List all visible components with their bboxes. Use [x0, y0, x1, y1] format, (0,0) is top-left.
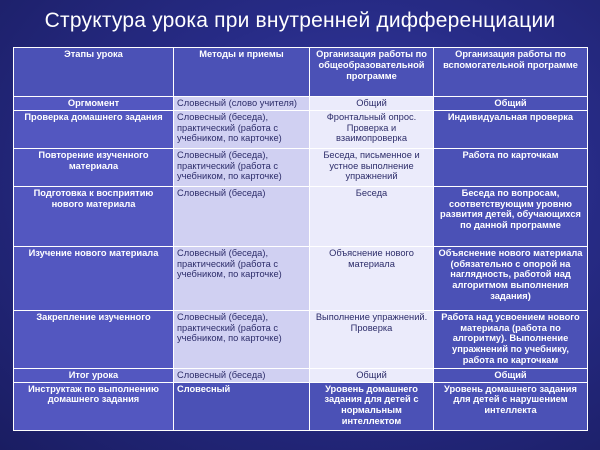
header-methods: Методы и приемы [174, 48, 310, 97]
lesson-structure-table [13, 47, 588, 431]
general-program-cell: Объяснение нового материала [310, 246, 434, 310]
methods-cell: Словесный (беседа), практический (работа с учебником, по карточке) [174, 310, 310, 368]
general-program-cell: Выполнение упражнений. Проверка [310, 310, 434, 368]
table-row [14, 110, 588, 148]
auxiliary-program-cell: Общий [434, 97, 588, 111]
stage-cell: Повторение изученного материала [14, 148, 174, 186]
stage-cell: Закрепление изученного [14, 310, 174, 368]
auxiliary-program-cell: Уровень домашнего задания для детей с нарушением интеллекта [434, 382, 588, 430]
stage-cell: Подготовка к восприятию нового материала [14, 186, 174, 246]
methods-cell: Словесный (беседа), практический (работа с учебником, по карточке) [174, 110, 310, 148]
general-program-cell: Фронтальный опрос. Проверка и взаимопроверка [310, 110, 434, 148]
auxiliary-program-cell: Работа по карточкам [434, 148, 588, 186]
slide-title: Структура урока при внутренней дифференциации [44, 9, 556, 32]
stage-cell: Проверка домашнего задания [14, 110, 174, 148]
auxiliary-program-cell: Работа над усвоением нового материала (работа по алгоритму). Выполнение упражнений по учебнику, работа по карточкам [434, 310, 588, 368]
table-row [14, 368, 588, 382]
methods-cell: Словесный [174, 382, 310, 430]
stage-cell: Инструктаж по выполнению домашнего задания [14, 382, 174, 430]
table-row [14, 148, 588, 186]
general-program-cell: Общий [310, 97, 434, 111]
general-program-cell: Беседа [310, 186, 434, 246]
general-program-cell: Уровень домашнего задания для детей с нормальным интеллектом [310, 382, 434, 430]
header-row [14, 48, 588, 97]
methods-cell: Словесный (слово учителя) [174, 97, 310, 111]
table-row [14, 246, 588, 310]
header-auxiliary-program: Организация работы по вспомогательной программе [434, 48, 588, 97]
auxiliary-program-cell: Объяснение нового материала (обязательно с опорой на наглядность, работой над алгоритмом выполнения задания) [434, 246, 588, 310]
stage-cell: Изучение нового материала [14, 246, 174, 310]
auxiliary-program-cell: Индивидуальная проверка [434, 110, 588, 148]
methods-cell: Словесный (беседа), практический (работа с учебником, по карточке) [174, 246, 310, 310]
table-row [14, 186, 588, 246]
table-row [14, 310, 588, 368]
header-stages: Этапы урока [14, 48, 174, 97]
general-program-cell: Общий [310, 368, 434, 382]
auxiliary-program-cell: Общий [434, 368, 588, 382]
table-row [14, 97, 588, 111]
stage-cell: Оргмомент [14, 97, 174, 111]
auxiliary-program-cell: Беседа по вопросам, соответствующим уровню развития детей, обучающихся по данной программе [434, 186, 588, 246]
methods-cell: Словесный (беседа) [174, 368, 310, 382]
general-program-cell: Беседа, письменное и устное выполнение упражнений [310, 148, 434, 186]
stage-cell: Итог урока [14, 368, 174, 382]
header-general-program: Организация работы по общеобразовательной программе [310, 48, 434, 97]
methods-cell: Словесный (беседа) [174, 186, 310, 246]
table-row [14, 382, 588, 430]
methods-cell: Словесный (беседа), практический (работа с учебником, по карточке) [174, 148, 310, 186]
